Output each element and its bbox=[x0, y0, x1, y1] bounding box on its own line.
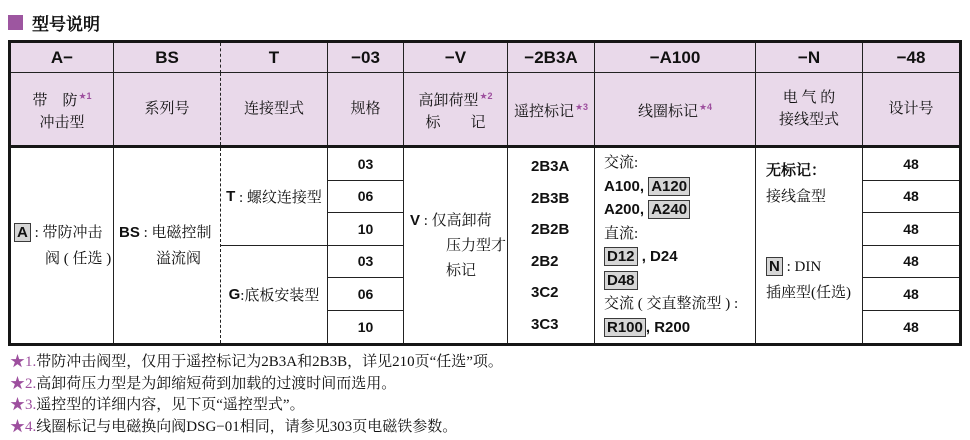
coil-line: D12 , D24 bbox=[604, 246, 755, 268]
cell-size-row3: 10 bbox=[328, 213, 404, 246]
cell-coil-marks bbox=[595, 148, 756, 343]
footnote-star: ★3. bbox=[10, 397, 37, 413]
cell-electrical-connection: 无标记： 接线盒型 N : DIN 插座型(任选) bbox=[756, 148, 863, 343]
cell-size-row6: 10 bbox=[328, 311, 404, 344]
footnote-2: ★2.高卸荷压力型是为卸缩短荷到加载的过渡时间而选用。 bbox=[10, 375, 397, 392]
cell-high-vent-mark: V : 仅高卸荷 压力型才 标记 bbox=[404, 148, 508, 343]
cell-design-row1: 48 bbox=[863, 148, 959, 181]
header-label-design: 设计号 bbox=[888, 101, 934, 117]
header-code-size: −03 bbox=[328, 43, 404, 73]
footnote-star: ★1. bbox=[10, 354, 37, 370]
code-bs: BS bbox=[119, 223, 140, 241]
cell-size-row2: 06 bbox=[328, 181, 404, 214]
header-label-unload: 高卸荷型$^{★2}$ 标 记 bbox=[404, 73, 508, 145]
cell-anti-shock-option: A : 带防冲击 阀 ( 任选 ) bbox=[11, 148, 114, 343]
header-code-series: BS bbox=[114, 43, 221, 73]
header-label-shock: 带 防$^{★1}$ 冲击型 bbox=[11, 73, 114, 145]
coil-line: 交流 ( 交直整流型 ) : bbox=[604, 296, 739, 313]
code-letter-n: N bbox=[766, 257, 783, 276]
header-label-series: 系列号 bbox=[114, 73, 221, 145]
header-label-size: 规格 bbox=[328, 73, 404, 145]
title-bullet-square-icon bbox=[8, 15, 23, 30]
remote-code: 2B3B bbox=[531, 189, 570, 207]
cell-connection-threaded: T : 螺纹连接型 bbox=[221, 148, 328, 246]
footnote-1: ★1.带防冲击阀型，仅用于遥控标记为2B3A和2B3B，详见210页“任选”项。 bbox=[10, 354, 503, 370]
remote-code: 3C2 bbox=[531, 284, 559, 302]
footnote-4: ★4.线圈标记与电磁换向阀DSG−01相同，请参见303页电磁铁参数。 bbox=[10, 418, 458, 435]
header-code-connection: T bbox=[221, 43, 328, 73]
footnote-star-ref: ★4 bbox=[698, 101, 713, 112]
footnote-3: ★3.遥控型的详细内容，见下页“遥控型式”。 bbox=[10, 397, 305, 413]
cell-connection-subplate: G :底板安装型 bbox=[221, 246, 328, 344]
cell-remote-control-marks bbox=[508, 148, 595, 343]
header-code-coil: −A100 bbox=[595, 43, 756, 73]
page-title-row bbox=[8, 10, 100, 35]
coil-line: A200, A240 bbox=[604, 199, 755, 221]
footnote-star: ★4. bbox=[10, 418, 37, 435]
cell-design-row6: 48 bbox=[863, 311, 959, 344]
cell-design-row3: 48 bbox=[863, 213, 959, 246]
header-label-coil: 线圈标记$^{★4}$ bbox=[595, 73, 756, 145]
header-code-remote: −2B3A bbox=[508, 43, 595, 73]
header-code-design: −48 bbox=[863, 43, 959, 73]
footnote-star: ★2. bbox=[10, 375, 37, 392]
coil-line: A100, A120 bbox=[604, 176, 755, 198]
cell-design-row5: 48 bbox=[863, 278, 959, 311]
cell-design-row4: 48 bbox=[863, 246, 959, 279]
coil-line: 直流: bbox=[604, 225, 639, 242]
coil-line: D48 bbox=[604, 270, 755, 292]
cell-size-row1: 03 bbox=[328, 148, 404, 181]
cell-size-row5: 06 bbox=[328, 278, 404, 311]
header-code-unload: −V bbox=[404, 43, 508, 73]
table-header bbox=[11, 43, 959, 145]
remote-code: 2B2B bbox=[531, 221, 570, 239]
footnote-star-ref: ★1 bbox=[78, 90, 92, 101]
code-g: G bbox=[228, 285, 241, 303]
header-label-electrical: 电 气 的 接线型式 bbox=[756, 73, 863, 145]
remote-code: 3C3 bbox=[531, 315, 559, 333]
footnote-star-ref: ★3 bbox=[574, 101, 589, 112]
header-label-connection: 连接型式 bbox=[221, 73, 328, 145]
page-title: 型号说明 bbox=[32, 15, 100, 34]
cell-series-name: BS : 电磁控制 溢流阀 bbox=[114, 148, 221, 343]
header-label-remote: 遥控标记$^{★3}$ bbox=[508, 73, 595, 145]
coil-line: 交流: bbox=[604, 155, 639, 172]
remote-code: 2B2 bbox=[531, 252, 559, 270]
coil-line: R100 , R200 bbox=[604, 317, 755, 339]
model-code-table bbox=[8, 40, 962, 346]
footnotes bbox=[10, 352, 503, 438]
header-code-shock: A− bbox=[11, 43, 114, 73]
cell-size-row4: 03 bbox=[328, 246, 404, 279]
code-v: V bbox=[410, 211, 421, 229]
code-letter-a: A bbox=[14, 223, 31, 242]
table-body bbox=[11, 145, 959, 343]
code-t: T bbox=[226, 187, 236, 205]
cell-design-row2: 48 bbox=[863, 181, 959, 214]
remote-code: 2B3A bbox=[531, 158, 570, 176]
header-code-electrical: −N bbox=[756, 43, 863, 73]
footnote-star-ref: ★2 bbox=[479, 90, 493, 101]
